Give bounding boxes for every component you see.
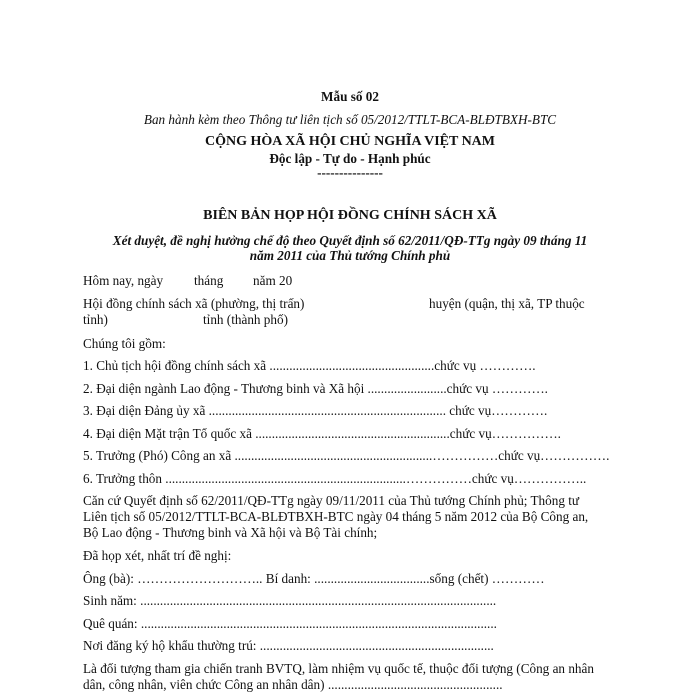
council-line-1-right: huyện (quận, thị xã, TP thuộc bbox=[429, 296, 585, 311]
person-field: Quê quán: ............................................................................................................ bbox=[83, 616, 497, 631]
council-line-2-right: tỉnh (thành phố) bbox=[203, 312, 288, 327]
member-line: 6. Trưởng thôn .........................................................................……………chức vụ…………….. bbox=[83, 471, 587, 486]
members-intro: Chúng tôi gồm: bbox=[83, 336, 166, 351]
basis-line: Bộ Lao động - Thương binh và Xã hội và Bộ Tài chính; bbox=[83, 525, 378, 540]
member-line: 2. Đại diện ngành Lao động - Thương binh và Xã hội ........................chức vụ …………. bbox=[83, 381, 548, 396]
person-field: dân, công nhân, viên chức Công an nhân dân) ..................................................... bbox=[83, 677, 503, 692]
person-field: Nơi đăng ký hộ khẩu thường trú: ....................................................................... bbox=[83, 638, 494, 653]
national-title: CỘNG HÒA XÃ HỘI CHỦ NGHĨA VIỆT NAM bbox=[204, 134, 495, 149]
date-year: năm 20 bbox=[253, 273, 293, 288]
agreed-line: Đã họp xét, nhất trí đề nghị: bbox=[83, 548, 232, 563]
basis-line: Căn cứ Quyết định số 62/2011/QĐ-TTg ngày 09/11/2011 của Thủ tướng Chính phủ; Thông tư bbox=[83, 493, 580, 508]
motto: Độc lập - Tự do - Hạnh phúc bbox=[269, 151, 431, 166]
basis-line: Liên tịch số 05/2012/TTLT-BCA-BLĐTBXH-BTC ngày 04 tháng 5 năm 2012 của Bộ Công an, bbox=[83, 509, 589, 524]
date-month: tháng bbox=[194, 273, 224, 288]
subtitle-line-1: Xét duyệt, đề nghị hưởng chế độ theo Quyết định số 62/2011/QĐ-TTg ngày 09 tháng 11 bbox=[112, 233, 588, 248]
council-line-2-left: tỉnh) bbox=[83, 312, 108, 327]
document-title: BIÊN BẢN HỌP HỘI ĐỒNG CHÍNH SÁCH XÃ bbox=[203, 208, 497, 223]
council-line-1-left: Hội đồng chính sách xã (phường, thị trấn) bbox=[83, 296, 305, 311]
member-line: 4. Đại diện Mặt trận Tổ quốc xã ...........................................................chức vụ……………. bbox=[83, 426, 561, 441]
date-prefix: Hôm nay, ngày bbox=[83, 273, 164, 288]
person-field: Ông (bà): ……………………….. Bí danh: ...................................sống (chết) ………… bbox=[83, 571, 545, 586]
divider: --------------- bbox=[317, 165, 383, 180]
form-code: Mẫu số 02 bbox=[321, 89, 379, 104]
person-field: Sinh năm: ............................................................................................................ bbox=[83, 593, 497, 608]
subtitle-line-2: năm 2011 của Thủ tướng Chính phủ bbox=[249, 248, 451, 263]
issued-with-note: Ban hành kèm theo Thông tư liên tịch số 05/2012/TTLT-BCA-BLĐTBXH-BTC bbox=[143, 112, 557, 127]
person-field: Là đối tượng tham gia chiến tranh BVTQ, làm nhiệm vụ quốc tế, thuộc đối tượng (Công an nhân bbox=[83, 661, 594, 676]
member-line: 1. Chủ tịch hội đồng chính sách xã ..................................................chức vụ …………. bbox=[83, 358, 536, 373]
member-line: 5. Trưởng (Phó) Công an xã ............................................................……………chức vụ……………. bbox=[83, 448, 610, 463]
date-line bbox=[83, 273, 293, 289]
member-line: 3. Đại diện Đảng ủy xã ........................................................................ chức vụ…………. bbox=[83, 403, 548, 418]
